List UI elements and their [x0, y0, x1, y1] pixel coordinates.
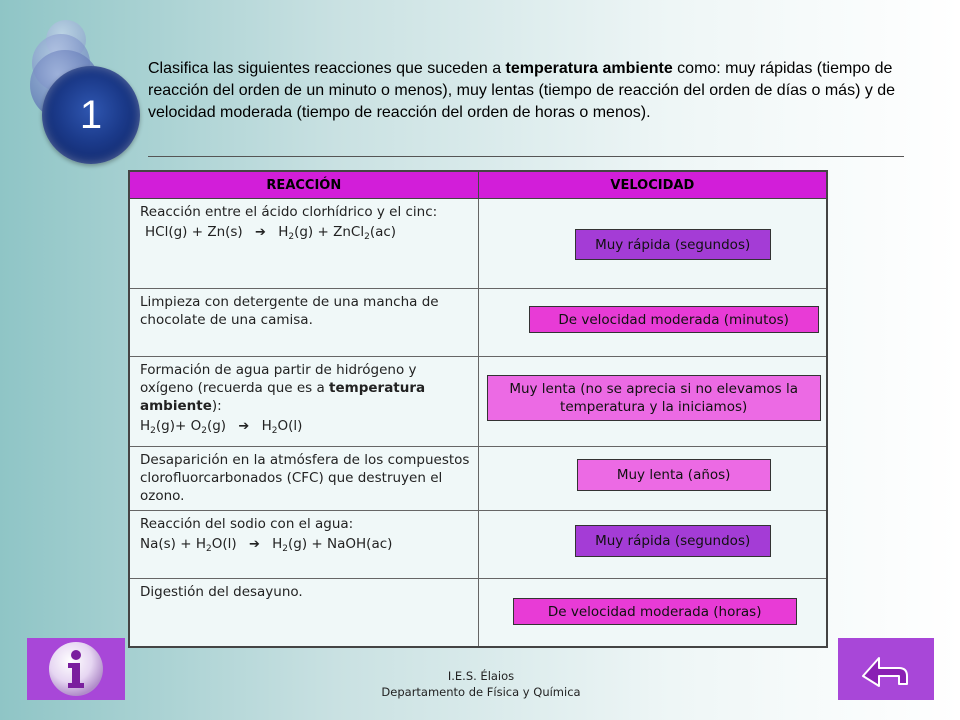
answer-box: De velocidad moderada (horas): [513, 598, 797, 625]
velocity-cell: [478, 579, 827, 647]
footer: [300, 668, 662, 700]
school-name: I.E.S. Élaios: [447, 669, 515, 683]
reaction-cell: Desaparición en la atmósfera de los compuestos clorofluorcarbonados (CFC) que destruyen el ozono.: [129, 447, 478, 511]
right-arrow-icon: ➔: [248, 537, 260, 552]
reaction-cell: Reacción del sodio con el agua: $Na(s) + H_2O(l)$ ➔ $H_2(g)$ + NaOH(ac): [129, 511, 478, 579]
chemical-equation: $Na(s) + H_2O(l)$ ➔ $H_2(g)$ + NaOH(ac): [140, 536, 393, 554]
chemical-equation: HCl(g) + Zn(s) ➔ $H_2(g)$ + ZnCl$_2$(ac): [145, 224, 397, 242]
velocity-cell: [478, 357, 827, 447]
table-row: [129, 357, 827, 447]
table-row: [129, 199, 827, 289]
reaction-cell: Reacción entre el ácido clorhídrico y el cinc: HCl(g) + Zn(s) ➔ $H_2(g)$ + ZnCl$_2$(ac): [129, 199, 478, 289]
return-arrow-icon: [851, 644, 921, 694]
instructions-text: Clasifica las siguientes reacciones que suceden a temperatura ambiente como: muy rápidas (tiempo de reacción del orden de un minuto o menos), muy lentas (tiempo de reacción del orden de días o más) y de velocidad moderada (tiempo de reacción del orden de horas o menos).: [148, 60, 896, 121]
back-button[interactable]: [838, 638, 934, 700]
divider: [148, 156, 904, 157]
right-arrow-icon: ➔: [255, 225, 266, 240]
right-arrow-icon: ➔: [238, 419, 250, 434]
reactions-table: [128, 170, 828, 648]
reaction-cell: Digestión del desayuno.: [129, 579, 478, 647]
info-button[interactable]: [27, 638, 125, 700]
reaction-cell: Limpieza con detergente de una mancha de chocolate de una camisa.: [129, 289, 478, 357]
table-row: [129, 289, 827, 357]
answer-box: Muy rápida (segundos): [575, 229, 771, 260]
info-icon: [46, 639, 106, 699]
chemical-equation: $H_2(g)+ O_2(g)$ ➔ $H_2O(l)$: [140, 418, 303, 436]
velocity-cell: [478, 199, 827, 289]
slide-number-badge: 1: [42, 66, 140, 164]
table-row: [129, 579, 827, 647]
answer-box: Muy rápida (segundos): [575, 525, 771, 557]
reaction-cell: Formación de agua partir de hidrógeno y oxígeno (recuerda que es a temperatura ambiente): $H_2(g)+ O_2(g)$ ➔ $H_2O(l)$: [129, 357, 478, 447]
column-header-velocidad: VELOCIDAD: [478, 171, 827, 199]
answer-box: Muy lenta (años): [577, 459, 771, 491]
table-row: [129, 447, 827, 511]
answer-box: De velocidad moderada (minutos): [529, 306, 819, 333]
velocity-cell: [478, 289, 827, 357]
velocity-cell: [478, 511, 827, 579]
answer-box: Muy lenta (no se aprecia si no elevamos la temperatura y la iniciamos): [487, 375, 821, 421]
table-row: [129, 511, 827, 579]
department-name: Departamento de Física y Química: [381, 685, 581, 699]
velocity-cell: [478, 447, 827, 511]
column-header-reaccion: REACCIÓN: [129, 171, 478, 199]
